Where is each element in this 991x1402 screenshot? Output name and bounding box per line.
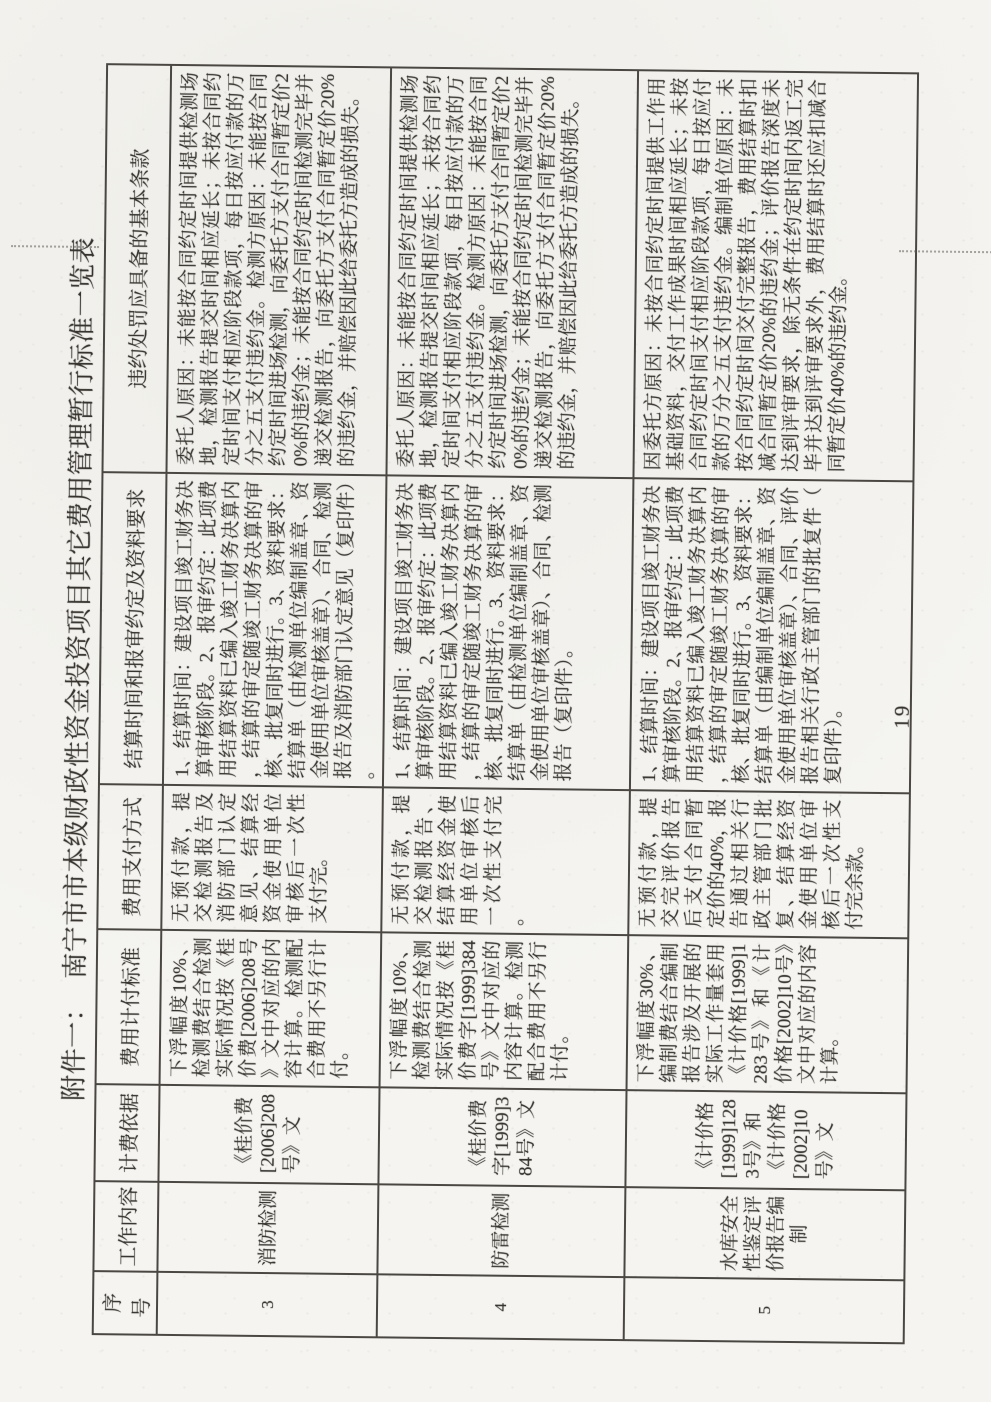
cell-payment-method: 无预付款，提交检测报告、结算经资金使用单位审核后一次性支付完。	[381, 787, 630, 935]
cell-pricing-standard: 下浮幅度30%、编制费结合编制报告涉及开展的实际工作量套用《计价格[1999]1283号》和《计价格[2002]10号》文中对应的内容计算。	[627, 935, 909, 1093]
cell-pricing-standard: 下浮幅度10%、检测费结合检测实际情况按《桂价费字[1999]384号》文中对应的内容计算。检测配合费用不另行计付。	[380, 932, 629, 1090]
cell-serial-number: 5	[624, 1277, 905, 1343]
cell-payment-method: 无预付款，提交完评价报告后支付合同暂定价的40%，报告通过相关行政主管部门批复、结算经资金使用单位审核后一次性支付完余款。	[628, 790, 910, 938]
fee-standards-table	[92, 63, 919, 1344]
column-header-penalty-clauses: 违约处罚应具备的基本条款	[102, 64, 171, 473]
column-header-settlement-review-requirements: 结算时间和报审约定及资料要求	[99, 472, 167, 785]
cell-serial-number: 3	[157, 1272, 378, 1337]
cell-fee-basis: 《桂价费字[1999]384号》文	[378, 1087, 626, 1187]
cell-payment-method: 无预付款，提交检测报告及消防部门认定意见、结算经资金使用单位审核后一次性支付完。	[161, 785, 383, 932]
page-number: 19	[889, 703, 914, 729]
cell-work-content: 水库安全性鉴定评价报告编制	[624, 1187, 905, 1280]
fold-line-artifact-top	[11, 245, 99, 248]
attachment-label: 附件一：	[59, 994, 90, 1102]
cell-fee-basis: 《桂价费[2006]208号》文	[158, 1085, 379, 1184]
cell-work-content: 消防检测	[157, 1182, 378, 1274]
column-header-serial-number: 序号	[93, 1271, 158, 1335]
cell-penalty-clauses: 因委托方原因：未按合同约定时间提供工作用基础资料，交付工作成果时间相应延长；未按合同约定时间支付相应阶段款项，每日按应付款的万分之五支付违约金。编制单位原因：未按合同约定时间交付完整报告，费用结算时扣减合同暂定价20%的违约金；评价报告深度未达到评审要求，除无条件在约定时间内返工完毕并达到评审要求外，费用结算时还应扣减合同暂定价40%的违约金。	[633, 70, 918, 481]
cell-settlement-terms: 1、结算时间：建设项目竣工财务决算审核阶段。2、报审约定：此项费用结算资料已编入竣工财务决算内，结算的审定随竣工财务决算的审核、批复同时进行。3、资料要求：结算单（由检测单位编制盖章、资金使用单位审核盖章）、合同、检测报告及消防部门认定意见（复印件）。	[163, 473, 387, 787]
cell-settlement-terms: 1、结算时间：建设项目竣工财务决算审核阶段。2、报审约定：此项费用结算资料已编入竣工财务决算内，结算的审定随竣工财务决算的审核、批复同时进行。3、资料要求：结算单（由编制单位编制盖章、资金使用单位审核盖章）、合同、评价报告相关行政主管部门的批复件（复印件）。	[630, 478, 914, 793]
cell-pricing-standard: 下浮幅度10%、检测费结合检测实际情况按《桂价费[2006]208号》文中对应的内容计算。检测配合费用不另行计付。	[160, 930, 382, 1087]
document-title-line	[53, 237, 100, 1101]
column-header-fee-basis: 计费依据	[94, 1084, 159, 1182]
cell-penalty-clauses: 委托人原因：未能按合同约定时间提供检测场地，检测报告提交时间相应延长；未按合同约定时间支付相应阶段款项，每日按应付款的万分之五支付违约金。检测方原因：未能按合同约定时间进场检测，向委托方支付合同暂定价20%的违约金；未能按合同约定时间检测完毕并递交检测报告，向委托方支付合同暂定价20%的违约金，并赔偿因此给委托方造成的损失。	[386, 67, 638, 478]
table-row	[377, 67, 638, 1340]
cell-serial-number: 4	[377, 1274, 625, 1340]
table-row	[624, 70, 918, 1343]
column-header-pricing-standard: 费用计付标准	[96, 929, 162, 1085]
document-title: 南宁市市本级财政性资金投资项目其它费用管理暂行标准一览表	[60, 236, 99, 980]
table-row	[157, 65, 391, 1337]
column-header-payment-method: 费用支付方式	[97, 784, 163, 930]
cell-work-content: 防雷检测	[377, 1184, 625, 1277]
column-header-work-content: 工作内容	[93, 1181, 158, 1272]
cell-fee-basis: 《计价格[1999]1283号》和《计价格[2002]10号》文	[625, 1090, 906, 1190]
cell-settlement-terms: 1、结算时间：建设项目竣工财务决算审核阶段。2、报审约定：此项费用结算资料已编入竣工财务决算内，结算的审定随竣工财务决算的审核、批复同时进行。3、资料要求：结算单（由检测单位编制盖章、资金使用单位审核盖章）、合同、检测报告（复印件）。	[383, 475, 634, 790]
cell-penalty-clauses: 委托人原因：未能按合同约定时间提供检测场地，检测报告提交时间相应延长；未按合同约定时间支付相应阶段款项，每日按应付款的万分之五支付违约金。检测方原因：未能按合同约定时间进场检测，向委托方支付合同暂定价20%的违约金；未能按合同约定时间检测完毕并递交检测报告，向委托方支付合同暂定价20%的违约金，并赔偿因此给委托方造成的损失。	[166, 65, 391, 475]
